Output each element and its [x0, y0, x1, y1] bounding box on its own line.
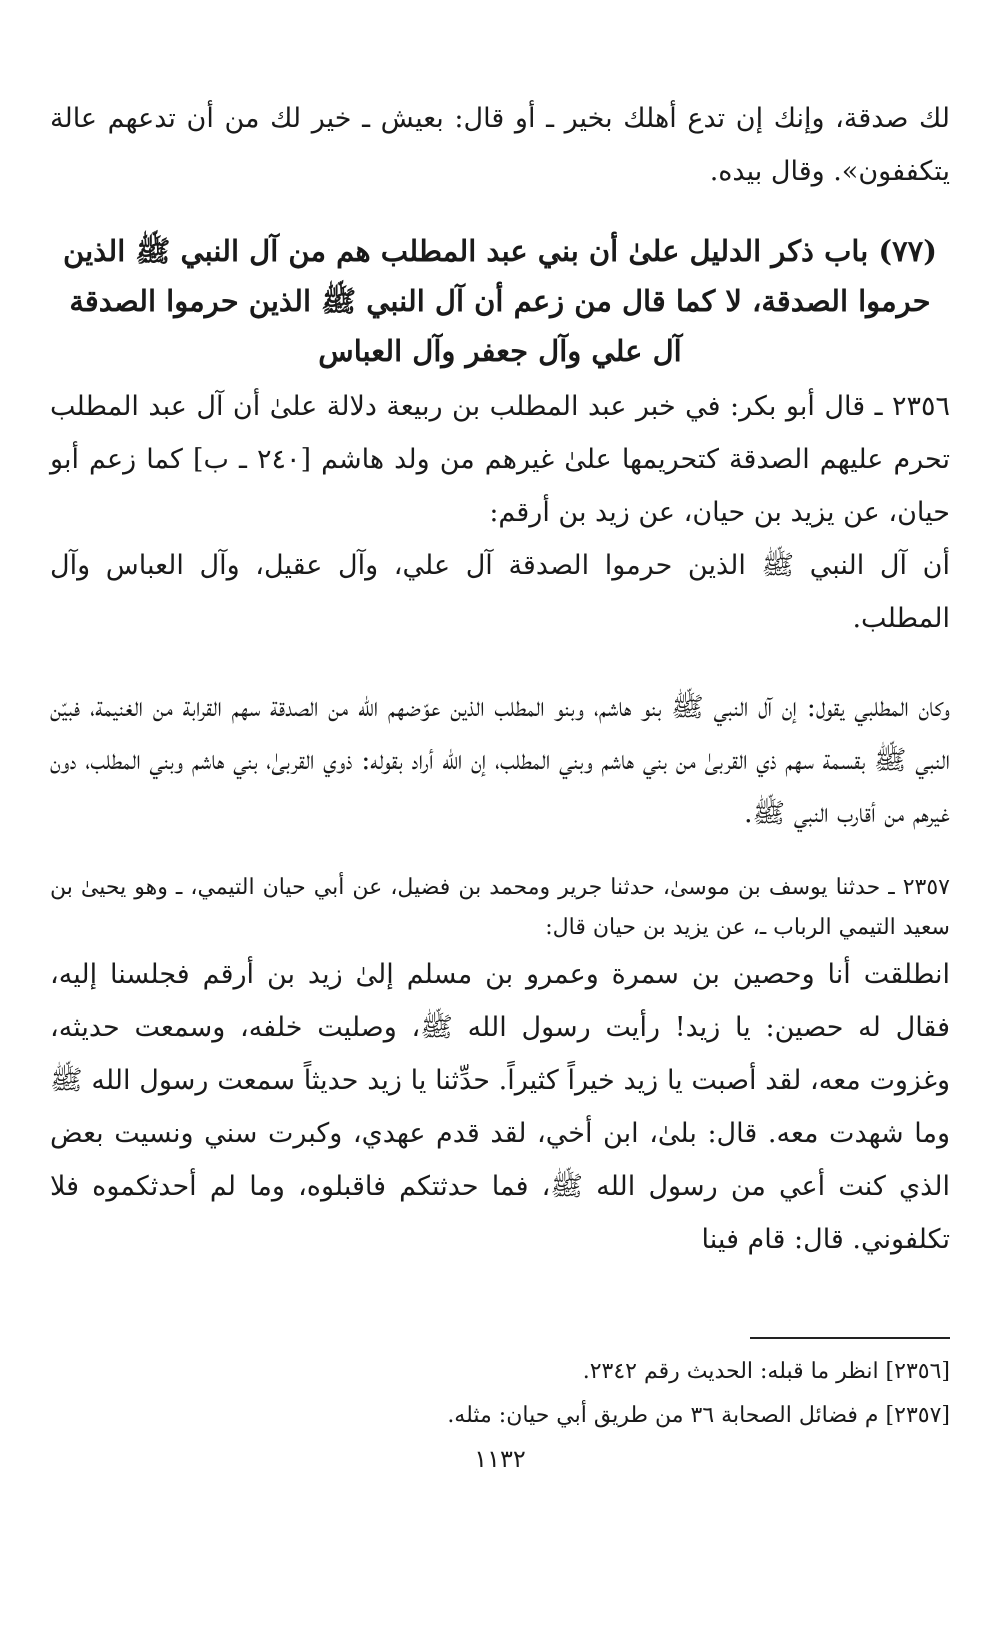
isnad-text: ـ حدثنا يوسف بن موسىٰ، حدثنا جرير ومحمد بن فضيل، عن أبي حيان التيمي، ـ وهو يحيىٰ بن سعيد التيمي الرباب ـ، عن يزيد بن حيان قال: — [50, 875, 950, 940]
intro-paragraph: لك صدقة، وإنك إن تدع أهلك بخير ـ أو قال: بعيش ـ خير لك من أن تدعهم عالة يتكففون». وقال بيده. — [50, 103, 950, 187]
hadith-2357-chain — [50, 868, 950, 948]
hadith-number: ٢٣٥٧ — [902, 875, 950, 900]
hadith-2357-text: انطلقت أنا وحصين بن سمرة وعمرو بن مسلم إلىٰ زيد بن أرقم فجلسنا إليه، فقال له حصين: يا زيد! رأيت رسول الله ﷺ، وصليت خلفه، وسمعت حديثه، وغزوت معه، لقد أصبت يا زيد خيراً كثيراً. حدِّثنا يا زيد حديثاً سمعت رسول الله ﷺ وما شهدت معه. قال: بلىٰ، ابن أخي، لقد قدم عهدي، وكبرت سني ونسيت بعض الذي كنت أعي من رسول الله ﷺ، فما حدثتكم فاقبلوه، وما لم أحدثكموه فلا تكلفوني. قال: قام فينا — [50, 959, 950, 1255]
isnad-text: ـ قال أبو بكر: في خبر عبد المطلب بن ربيعة دلالة علىٰ أن آل عبد المطلب تحرم عليهم الصدقة كتحريمها علىٰ غيرهم من ولد هاشم [٢٤٠ ـ ب] كما زعم أبو حيان، عن يزيد بن حيان، عن زيد بن أرقم: — [50, 391, 950, 528]
hadith-2357 — [50, 868, 950, 1266]
page-number: ١١٣٢ — [474, 1445, 526, 1473]
chapter-heading: (٧٧) باب ذكر الدليل علىٰ أن بني عبد المطلب هم من آل النبي ﷺ الذين حرموا الصدقة، لا كما قال من زعم أن آل النبي ﷺ الذين حرموا الصدقة آل علي وآل جعفر وآل العباس — [63, 234, 937, 368]
hadith-number: ٢٣٥٦ — [891, 391, 950, 422]
footnotes — [50, 1350, 950, 1438]
hadith-2356-chain — [50, 380, 950, 539]
commentary-paragraph: وكان المطلبي يقول: إن آل النبي ﷺ بنو هاشم، وبنو المطلب الذين عوّضهم الله من الصدقة سهم القرابة من الغنيمة، فبيّن النبي ﷺ بقسمة سهم ذي القربىٰ من بني هاشم وبني المطلب، إن الله أراد بقوله: ذوي القربىٰ، بني هاشم وبني المطلب، دون غيرهم من أقارب النبي ﷺ. — [50, 692, 950, 829]
hadith-2356 — [50, 380, 950, 645]
hadith-2356-text: أن آل النبي ﷺ الذين حرموا الصدقة آل علي، وآل عقيل، وآل العباس وآل المطلب. — [50, 550, 950, 634]
footnote-2356: [٢٣٥٦] انظر ما قبله: الحديث رقم ٢٣٤٢. — [582, 1359, 950, 1384]
footnote-2357: [٢٣٥٧] م فضائل الصحابة ٣٦ من طريق أبي حيان: مثله. — [447, 1403, 950, 1428]
footnote-divider — [750, 1337, 950, 1339]
